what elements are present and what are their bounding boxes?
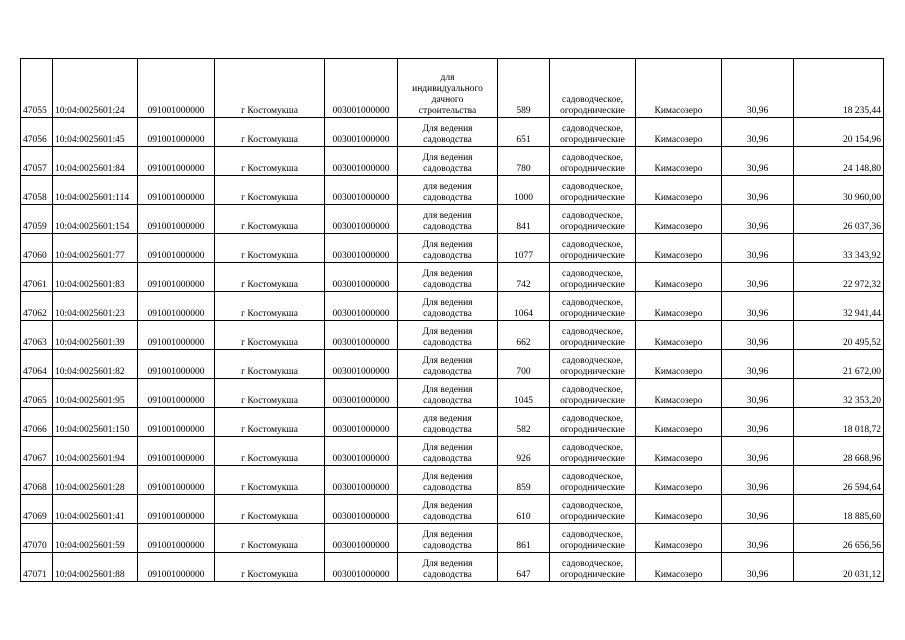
area-value-cell: 582 — [498, 408, 550, 437]
permitted-use-cell — [398, 292, 498, 321]
row-number-cell: 47071 — [21, 553, 53, 582]
area-value-cell: 1045 — [498, 379, 550, 408]
land-category-cell — [550, 350, 636, 379]
oktmo-code-cell: 091001000000 — [138, 59, 215, 118]
land-category-line: огороднические — [560, 193, 625, 203]
territory-code-cell: 003001000000 — [325, 466, 398, 495]
permitted-use-line: садоводства — [423, 396, 472, 406]
table-row — [21, 408, 884, 437]
city-name-cell: г Костомукша — [215, 408, 325, 437]
permitted-use-line: садоводства — [423, 193, 472, 203]
permitted-use-cell — [398, 524, 498, 553]
area-value-cell: 1064 — [498, 292, 550, 321]
city-name-cell: г Костомукша — [215, 466, 325, 495]
cadastral-value-cell: 33 343,92 — [794, 234, 884, 263]
land-category-cell — [550, 59, 636, 118]
rate-value-cell: 30,96 — [722, 553, 794, 582]
row-number-cell: 47063 — [21, 321, 53, 350]
oktmo-code-cell: 091001000000 — [138, 176, 215, 205]
permitted-use-line: садоводства — [423, 454, 472, 464]
area-value-cell: 651 — [498, 118, 550, 147]
land-category-line: огороднические — [560, 280, 625, 290]
location-name-cell: Кимасозеро — [636, 176, 722, 205]
land-category-line: огороднические — [560, 512, 625, 522]
area-value-cell: 780 — [498, 147, 550, 176]
permitted-use-line: садоводства — [423, 367, 472, 377]
table-row — [21, 350, 884, 379]
permitted-use-line: индивидуального — [412, 84, 483, 94]
table-row — [21, 553, 884, 582]
cadastral-value-cell: 18 018,72 — [794, 408, 884, 437]
city-name-cell: г Костомукша — [215, 379, 325, 408]
cadastral-number-cell: 10:04:0025601:24 — [53, 59, 138, 118]
cadastral-number-cell: 10:04:0025601:83 — [53, 263, 138, 292]
oktmo-code-cell: 091001000000 — [138, 437, 215, 466]
cadastral-number-cell: 10:04:0025601:84 — [53, 147, 138, 176]
permitted-use-cell — [398, 321, 498, 350]
oktmo-code-cell: 091001000000 — [138, 292, 215, 321]
permitted-use-cell — [398, 437, 498, 466]
permitted-use-line: садоводства — [423, 425, 472, 435]
area-value-cell: 647 — [498, 553, 550, 582]
cadastral-value-cell: 30 960,00 — [794, 176, 884, 205]
land-category-line: огороднические — [560, 106, 625, 116]
location-name-cell: Кимасозеро — [636, 292, 722, 321]
permitted-use-line: для ведения — [423, 414, 472, 424]
land-category-line: огороднические — [560, 454, 625, 464]
oktmo-code-cell: 091001000000 — [138, 466, 215, 495]
land-category-cell — [550, 205, 636, 234]
rate-value-cell: 30,96 — [722, 350, 794, 379]
land-category-line: садоводческое, — [562, 443, 623, 453]
location-name-cell: Кимасозеро — [636, 495, 722, 524]
land-category-cell — [550, 147, 636, 176]
table-row — [21, 495, 884, 524]
land-category-line: огороднические — [560, 396, 625, 406]
rate-value-cell: 30,96 — [722, 263, 794, 292]
rate-value-cell: 30,96 — [722, 118, 794, 147]
table-row — [21, 147, 884, 176]
permitted-use-line: Для ведения — [422, 327, 473, 337]
permitted-use-line: садоводства — [423, 512, 472, 522]
table-row — [21, 379, 884, 408]
row-number-cell: 47062 — [21, 292, 53, 321]
permitted-use-line: Для ведения — [422, 472, 473, 482]
area-value-cell: 859 — [498, 466, 550, 495]
table-row — [21, 176, 884, 205]
permitted-use-line: Для ведения — [422, 385, 473, 395]
location-name-cell: Кимасозеро — [636, 379, 722, 408]
land-category-cell — [550, 118, 636, 147]
land-category-cell — [550, 495, 636, 524]
cadastral-value-cell: 24 148,80 — [794, 147, 884, 176]
row-number-cell: 47056 — [21, 118, 53, 147]
land-category-line: садоводческое, — [562, 153, 623, 163]
land-category-line: садоводческое, — [562, 472, 623, 482]
rate-value-cell: 30,96 — [722, 495, 794, 524]
table-row — [21, 205, 884, 234]
permitted-use-cell — [398, 234, 498, 263]
territory-code-cell: 003001000000 — [325, 437, 398, 466]
land-category-line: огороднические — [560, 483, 625, 493]
permitted-use-cell — [398, 176, 498, 205]
territory-code-cell: 003001000000 — [325, 59, 398, 118]
permitted-use-cell — [398, 118, 498, 147]
rate-value-cell: 30,96 — [722, 524, 794, 553]
cadastral-number-cell: 10:04:0025601:45 — [53, 118, 138, 147]
land-category-line: огороднические — [560, 570, 625, 580]
territory-code-cell: 003001000000 — [325, 147, 398, 176]
city-name-cell: г Костомукша — [215, 205, 325, 234]
land-category-line: садоводческое, — [562, 356, 623, 366]
city-name-cell: г Костомукша — [215, 59, 325, 118]
permitted-use-cell — [398, 495, 498, 524]
location-name-cell: Кимасозеро — [636, 205, 722, 234]
city-name-cell: г Костомукша — [215, 118, 325, 147]
land-category-cell — [550, 321, 636, 350]
cadastral-number-cell: 10:04:0025601:150 — [53, 408, 138, 437]
city-name-cell: г Костомукша — [215, 263, 325, 292]
oktmo-code-cell: 091001000000 — [138, 408, 215, 437]
area-value-cell: 662 — [498, 321, 550, 350]
land-category-line: садоводческое, — [562, 530, 623, 540]
cadastral-number-cell: 10:04:0025601:94 — [53, 437, 138, 466]
permitted-use-cell — [398, 350, 498, 379]
rate-value-cell: 30,96 — [722, 147, 794, 176]
territory-code-cell: 003001000000 — [325, 524, 398, 553]
cadastral-number-cell: 10:04:0025601:41 — [53, 495, 138, 524]
cadastral-number-cell: 10:04:0025601:114 — [53, 176, 138, 205]
table-body — [21, 59, 884, 582]
rate-value-cell: 30,96 — [722, 408, 794, 437]
territory-code-cell: 003001000000 — [325, 263, 398, 292]
location-name-cell: Кимасозеро — [636, 553, 722, 582]
city-name-cell: г Костомукша — [215, 147, 325, 176]
row-number-cell: 47057 — [21, 147, 53, 176]
territory-code-cell: 003001000000 — [325, 118, 398, 147]
land-category-line: огороднические — [560, 367, 625, 377]
city-name-cell: г Костомукша — [215, 321, 325, 350]
row-number-cell: 47067 — [21, 437, 53, 466]
table-row — [21, 118, 884, 147]
location-name-cell: Кимасозеро — [636, 263, 722, 292]
permitted-use-line: дачного — [431, 95, 464, 105]
city-name-cell: г Костомукша — [215, 553, 325, 582]
permitted-use-line: Для ведения — [422, 298, 473, 308]
area-value-cell: 742 — [498, 263, 550, 292]
oktmo-code-cell: 091001000000 — [138, 205, 215, 234]
territory-code-cell: 003001000000 — [325, 234, 398, 263]
cadastral-value-cell: 22 972,32 — [794, 263, 884, 292]
city-name-cell: г Костомукша — [215, 234, 325, 263]
territory-code-cell: 003001000000 — [325, 350, 398, 379]
location-name-cell: Кимасозеро — [636, 59, 722, 118]
land-category-cell — [550, 263, 636, 292]
permitted-use-line: садоводства — [423, 541, 472, 551]
cadastral-value-cell: 20 495,52 — [794, 321, 884, 350]
table-row — [21, 292, 884, 321]
location-name-cell: Кимасозеро — [636, 437, 722, 466]
permitted-use-cell — [398, 263, 498, 292]
cadastral-number-cell: 10:04:0025601:82 — [53, 350, 138, 379]
area-value-cell: 861 — [498, 524, 550, 553]
territory-code-cell: 003001000000 — [325, 205, 398, 234]
oktmo-code-cell: 091001000000 — [138, 553, 215, 582]
location-name-cell: Кимасозеро — [636, 466, 722, 495]
cadastral-value-cell: 32 941,44 — [794, 292, 884, 321]
cadastral-value-cell: 26 594,64 — [794, 466, 884, 495]
land-category-cell — [550, 292, 636, 321]
territory-code-cell: 003001000000 — [325, 292, 398, 321]
area-value-cell: 1000 — [498, 176, 550, 205]
rate-value-cell: 30,96 — [722, 466, 794, 495]
city-name-cell: г Костомукша — [215, 437, 325, 466]
oktmo-code-cell: 091001000000 — [138, 118, 215, 147]
permitted-use-line: Для ведения — [422, 124, 473, 134]
rate-value-cell: 30,96 — [722, 321, 794, 350]
permitted-use-line: садоводства — [423, 338, 472, 348]
location-name-cell: Кимасозеро — [636, 234, 722, 263]
permitted-use-line: садоводства — [423, 251, 472, 261]
location-name-cell: Кимасозеро — [636, 408, 722, 437]
location-name-cell: Кимасозеро — [636, 118, 722, 147]
cadastral-value-cell: 26 656,56 — [794, 524, 884, 553]
cadastral-value-cell: 18 235,44 — [794, 59, 884, 118]
city-name-cell: г Костомукша — [215, 350, 325, 379]
land-category-line: садоводческое, — [562, 385, 623, 395]
land-category-line: огороднические — [560, 135, 625, 145]
territory-code-cell: 003001000000 — [325, 408, 398, 437]
cadastral-number-cell: 10:04:0025601:154 — [53, 205, 138, 234]
table-row — [21, 321, 884, 350]
land-category-line: огороднические — [560, 222, 625, 232]
table-row — [21, 524, 884, 553]
permitted-use-line: садоводства — [423, 570, 472, 580]
permitted-use-line: Для ведения — [422, 559, 473, 569]
cadastral-value-cell: 28 668,96 — [794, 437, 884, 466]
permitted-use-cell — [398, 147, 498, 176]
land-category-cell — [550, 379, 636, 408]
permitted-use-line: Для ведения — [422, 153, 473, 163]
rate-value-cell: 30,96 — [722, 234, 794, 263]
area-value-cell: 610 — [498, 495, 550, 524]
territory-code-cell: 003001000000 — [325, 379, 398, 408]
land-category-line: садоводческое, — [562, 414, 623, 424]
table-row — [21, 437, 884, 466]
permitted-use-cell — [398, 205, 498, 234]
land-category-line: огороднические — [560, 251, 625, 261]
permitted-use-line: садоводства — [423, 135, 472, 145]
land-category-line: садоводческое, — [562, 240, 623, 250]
area-value-cell: 841 — [498, 205, 550, 234]
cadastral-value-cell: 26 037,36 — [794, 205, 884, 234]
row-number-cell: 47069 — [21, 495, 53, 524]
row-number-cell: 47070 — [21, 524, 53, 553]
land-category-line: огороднические — [560, 309, 625, 319]
city-name-cell: г Костомукша — [215, 495, 325, 524]
permitted-use-line: Для ведения — [422, 356, 473, 366]
area-value-cell: 926 — [498, 437, 550, 466]
city-name-cell: г Костомукша — [215, 176, 325, 205]
permitted-use-line: Для ведения — [422, 269, 473, 279]
permitted-use-cell — [398, 379, 498, 408]
location-name-cell: Кимасозеро — [636, 524, 722, 553]
area-value-cell: 589 — [498, 59, 550, 118]
oktmo-code-cell: 091001000000 — [138, 379, 215, 408]
land-category-line: садоводческое, — [562, 211, 623, 221]
land-category-line: садоводческое, — [562, 95, 623, 105]
land-category-line: огороднические — [560, 541, 625, 551]
territory-code-cell: 003001000000 — [325, 176, 398, 205]
location-name-cell: Кимасозеро — [636, 147, 722, 176]
oktmo-code-cell: 091001000000 — [138, 147, 215, 176]
land-category-cell — [550, 437, 636, 466]
oktmo-code-cell: 091001000000 — [138, 350, 215, 379]
rate-value-cell: 30,96 — [722, 176, 794, 205]
cadastral-value-cell: 18 885,60 — [794, 495, 884, 524]
land-category-cell — [550, 234, 636, 263]
table-row — [21, 234, 884, 263]
land-category-line: садоводческое, — [562, 269, 623, 279]
land-category-line: огороднические — [560, 338, 625, 348]
cadastral-number-cell: 10:04:0025601:39 — [53, 321, 138, 350]
permitted-use-line: садоводства — [423, 164, 472, 174]
land-category-cell — [550, 524, 636, 553]
area-value-cell: 1077 — [498, 234, 550, 263]
land-category-line: огороднические — [560, 164, 625, 174]
row-number-cell: 47061 — [21, 263, 53, 292]
table-row — [21, 466, 884, 495]
row-number-cell: 47059 — [21, 205, 53, 234]
row-number-cell: 47066 — [21, 408, 53, 437]
row-number-cell: 47068 — [21, 466, 53, 495]
land-category-line: садоводческое, — [562, 559, 623, 569]
location-name-cell: Кимасозеро — [636, 321, 722, 350]
permitted-use-line: строительства — [418, 106, 477, 116]
territory-code-cell: 003001000000 — [325, 553, 398, 582]
permitted-use-line: Для ведения — [422, 530, 473, 540]
location-name-cell: Кимасозеро — [636, 350, 722, 379]
cadastral-value-cell: 20 154,96 — [794, 118, 884, 147]
territory-code-cell: 003001000000 — [325, 321, 398, 350]
city-name-cell: г Костомукша — [215, 292, 325, 321]
row-number-cell: 47055 — [21, 59, 53, 118]
land-category-cell — [550, 408, 636, 437]
area-value-cell: 700 — [498, 350, 550, 379]
rate-value-cell: 30,96 — [722, 437, 794, 466]
land-category-line: огороднические — [560, 425, 625, 435]
land-category-line: садоводческое, — [562, 298, 623, 308]
cadastral-value-cell: 21 672,00 — [794, 350, 884, 379]
rate-value-cell: 30,96 — [722, 59, 794, 118]
cadastral-number-cell: 10:04:0025601:59 — [53, 524, 138, 553]
row-number-cell: 47058 — [21, 176, 53, 205]
permitted-use-line: Для ведения — [422, 240, 473, 250]
rate-value-cell: 30,96 — [722, 205, 794, 234]
territory-code-cell: 003001000000 — [325, 495, 398, 524]
oktmo-code-cell: 091001000000 — [138, 495, 215, 524]
land-parcel-table — [20, 58, 884, 582]
oktmo-code-cell: 091001000000 — [138, 524, 215, 553]
city-name-cell: г Костомукша — [215, 524, 325, 553]
permitted-use-cell — [398, 59, 498, 118]
cadastral-value-cell: 20 031,12 — [794, 553, 884, 582]
cadastral-number-cell: 10:04:0025601:23 — [53, 292, 138, 321]
permitted-use-line: садоводства — [423, 280, 472, 290]
cadastral-value-cell: 32 353,20 — [794, 379, 884, 408]
permitted-use-cell — [398, 553, 498, 582]
permitted-use-line: для ведения — [423, 182, 472, 192]
cadastral-number-cell: 10:04:0025601:95 — [53, 379, 138, 408]
land-category-cell — [550, 553, 636, 582]
oktmo-code-cell: 091001000000 — [138, 263, 215, 292]
cadastral-number-cell: 10:04:0025601:28 — [53, 466, 138, 495]
permitted-use-line: для — [440, 73, 455, 83]
row-number-cell: 47064 — [21, 350, 53, 379]
land-category-cell — [550, 176, 636, 205]
oktmo-code-cell: 091001000000 — [138, 234, 215, 263]
table-row — [21, 59, 884, 118]
row-number-cell: 47060 — [21, 234, 53, 263]
cadastral-number-cell: 10:04:0025601:77 — [53, 234, 138, 263]
permitted-use-line: садоводства — [423, 483, 472, 493]
land-category-cell — [550, 466, 636, 495]
oktmo-code-cell: 091001000000 — [138, 321, 215, 350]
row-number-cell: 47065 — [21, 379, 53, 408]
table-row — [21, 263, 884, 292]
permitted-use-line: Для ведения — [422, 443, 473, 453]
land-category-line: садоводческое, — [562, 501, 623, 511]
land-category-line: садоводческое, — [562, 182, 623, 192]
permitted-use-line: садоводства — [423, 222, 472, 232]
cadastral-number-cell: 10:04:0025601:88 — [53, 553, 138, 582]
land-category-line: садоводческое, — [562, 327, 623, 337]
permitted-use-line: садоводства — [423, 309, 472, 319]
permitted-use-line: для ведения — [423, 211, 472, 221]
land-category-line: садоводческое, — [562, 124, 623, 134]
rate-value-cell: 30,96 — [722, 379, 794, 408]
permitted-use-line: Для ведения — [422, 501, 473, 511]
permitted-use-cell — [398, 466, 498, 495]
permitted-use-cell — [398, 408, 498, 437]
rate-value-cell: 30,96 — [722, 292, 794, 321]
